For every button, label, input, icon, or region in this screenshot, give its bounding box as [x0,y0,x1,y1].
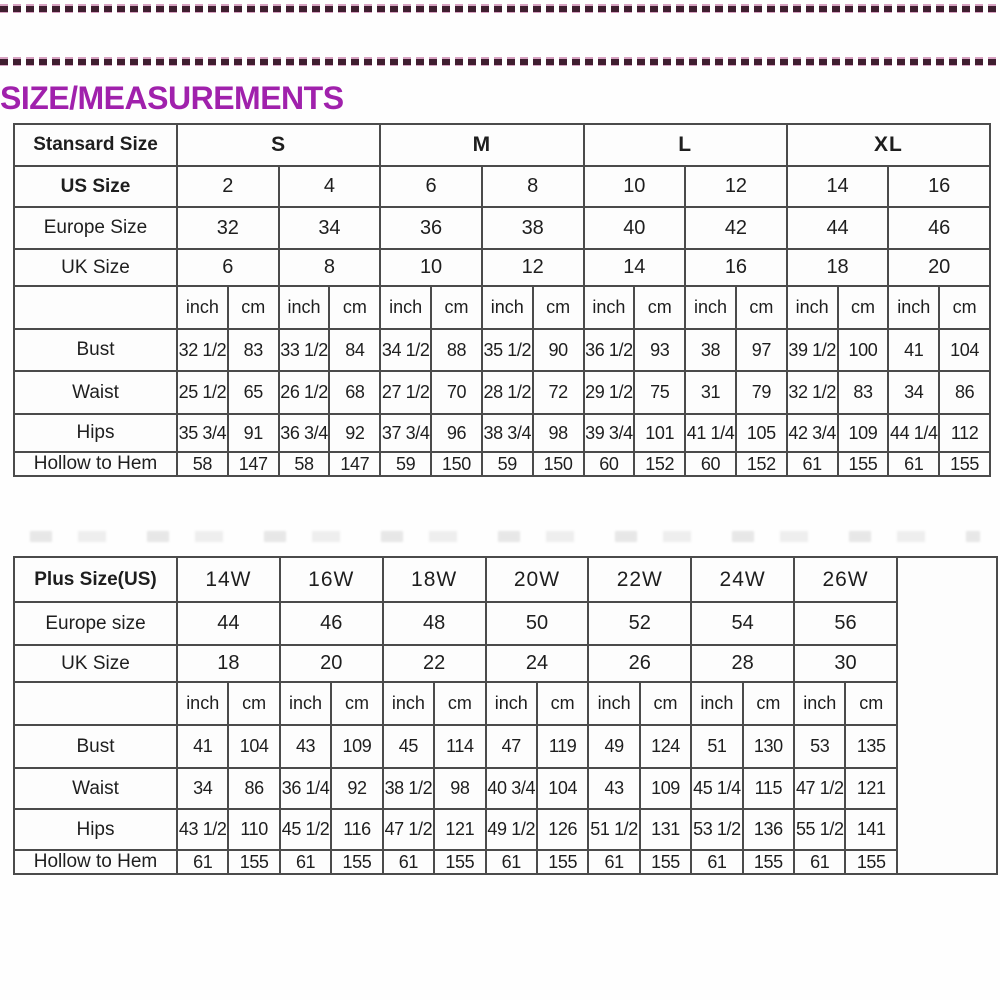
unit-cell: cm [329,286,380,329]
value-cell: 29 1/2 [584,371,635,414]
value-cell: 61 [787,452,838,476]
value-cell: 110 [228,809,279,850]
value-cell: 136 [743,809,794,850]
size-header-cell: 18W [383,557,486,602]
unit-cell: cm [838,286,889,329]
value-cell: 91 [228,414,279,452]
table-row [14,329,990,371]
value-cell: 30 [794,645,897,682]
value-cell: 59 [380,452,431,476]
size-header-cell: S [177,124,380,166]
value-cell: 46 [280,602,383,645]
value-cell: 104 [939,329,990,371]
unit-cell: cm [228,286,279,329]
value-cell: 65 [228,371,279,414]
value-cell: 34 1/2 [380,329,431,371]
value-cell: 101 [634,414,685,452]
row-label: Europe Size [14,207,177,249]
unit-cell: inch [787,286,838,329]
value-cell: 88 [431,329,482,371]
value-cell: 36 1/4 [280,768,331,809]
row-label: Europe size [14,602,177,645]
value-cell: 72 [533,371,584,414]
value-cell: 155 [939,452,990,476]
unit-cell: inch [280,682,331,725]
value-cell: 31 [685,371,736,414]
value-cell: 114 [434,725,485,768]
value-cell: 60 [584,452,635,476]
value-cell: 47 1/2 [383,809,434,850]
value-cell: 155 [743,850,794,874]
value-cell: 155 [640,850,691,874]
size-header-cell: M [380,124,583,166]
value-cell: 27 1/2 [380,371,431,414]
value-cell: 61 [383,850,434,874]
table-row [14,249,990,286]
value-cell: 48 [383,602,486,645]
value-cell: 32 1/2 [177,329,228,371]
value-cell: 22 [383,645,486,682]
unit-cell: cm [533,286,584,329]
value-cell: 98 [434,768,485,809]
value-cell: 109 [838,414,889,452]
value-cell: 10 [380,249,482,286]
value-cell: 41 1/4 [685,414,736,452]
unit-cell: inch [482,286,533,329]
value-cell: 121 [845,768,897,809]
value-cell: 61 [177,850,228,874]
value-cell: 44 [177,602,280,645]
value-cell: 86 [939,371,990,414]
value-cell: 12 [482,249,584,286]
unit-cell: inch [588,682,639,725]
value-cell: 6 [380,166,482,207]
value-cell: 18 [787,249,889,286]
value-cell: 147 [228,452,279,476]
unit-cell: cm [331,682,382,725]
table-row [14,645,997,682]
value-cell: 32 1/2 [787,371,838,414]
value-cell: 124 [640,725,691,768]
value-cell: 121 [434,809,485,850]
value-cell: 39 1/2 [787,329,838,371]
value-cell: 35 3/4 [177,414,228,452]
value-cell: 61 [691,850,742,874]
value-cell: 44 [787,207,889,249]
table-row [14,452,990,476]
unit-cell: cm [743,682,794,725]
row-label: US Size [14,166,177,207]
size-header-cell: 24W [691,557,794,602]
unit-cell: cm [228,682,279,725]
value-cell: 104 [537,768,588,809]
row-label: Hips [14,414,177,452]
unit-cell: inch [584,286,635,329]
value-cell: 97 [736,329,787,371]
value-cell: 90 [533,329,584,371]
value-cell: 150 [533,452,584,476]
value-cell: 61 [588,850,639,874]
value-cell: 155 [537,850,588,874]
unit-cell: inch [383,682,434,725]
dashed-divider-top [0,4,1000,13]
unit-cell: cm [845,682,897,725]
value-cell: 36 [380,207,482,249]
value-cell: 83 [838,371,889,414]
value-cell: 155 [331,850,382,874]
value-cell: 42 3/4 [787,414,838,452]
value-cell: 45 1/4 [691,768,742,809]
value-cell: 14 [584,249,686,286]
value-cell: 46 [888,207,990,249]
value-cell: 152 [736,452,787,476]
value-cell: 25 1/2 [177,371,228,414]
value-cell: 49 1/2 [486,809,537,850]
row-label: Hollow to Hem [14,452,177,476]
value-cell: 79 [736,371,787,414]
row-label: Plus Size(US) [14,557,177,602]
value-cell: 155 [434,850,485,874]
row-label: Hollow to Hem [14,850,177,874]
unit-cell: inch [486,682,537,725]
value-cell: 109 [640,768,691,809]
value-cell: 58 [279,452,330,476]
value-cell: 126 [537,809,588,850]
size-header-cell: 14W [177,557,280,602]
value-cell: 61 [486,850,537,874]
value-cell: 51 1/2 [588,809,639,850]
value-cell: 135 [845,725,897,768]
value-cell: 12 [685,166,787,207]
value-cell: 50 [486,602,589,645]
unit-cell: cm [640,682,691,725]
value-cell: 119 [537,725,588,768]
value-cell: 51 [691,725,742,768]
value-cell: 38 1/2 [383,768,434,809]
value-cell: 61 [794,850,845,874]
row-label: Bust [14,725,177,768]
size-header-cell: 26W [794,557,897,602]
value-cell: 36 3/4 [279,414,330,452]
value-cell: 43 1/2 [177,809,228,850]
row-label: UK Size [14,249,177,286]
value-cell: 60 [685,452,736,476]
value-cell: 8 [279,249,381,286]
unit-cell: inch [177,286,228,329]
value-cell: 8 [482,166,584,207]
value-cell: 59 [482,452,533,476]
value-cell: 155 [838,452,889,476]
value-cell: 41 [888,329,939,371]
table-row [14,414,990,452]
value-cell: 75 [634,371,685,414]
table-row [14,371,990,414]
unit-cell: cm [431,286,482,329]
value-cell: 105 [736,414,787,452]
value-cell: 10 [584,166,686,207]
table-row [14,850,997,874]
value-cell: 2 [177,166,279,207]
value-cell: 43 [588,768,639,809]
table-row [14,768,997,809]
row-label [14,286,177,329]
size-header-cell: 16W [280,557,383,602]
value-cell: 155 [845,850,897,874]
row-label: Hips [14,809,177,850]
value-cell: 34 [888,371,939,414]
value-cell: 47 [486,725,537,768]
value-cell: 44 1/4 [888,414,939,452]
unit-cell: cm [434,682,485,725]
page-title: SIZE/MEASUREMENTS [0,80,344,116]
value-cell: 96 [431,414,482,452]
table-row [14,286,990,329]
value-cell: 24 [486,645,589,682]
row-label: UK Size [14,645,177,682]
value-cell: 16 [685,249,787,286]
dashed-divider-below-top [0,57,1000,66]
value-cell: 35 1/2 [482,329,533,371]
value-cell: 38 [685,329,736,371]
value-cell: 36 1/2 [584,329,635,371]
row-label: Waist [14,768,177,809]
value-cell: 115 [743,768,794,809]
value-cell: 93 [634,329,685,371]
unit-cell: inch [685,286,736,329]
value-cell: 28 [691,645,794,682]
table-row [14,602,997,645]
value-cell: 41 [177,725,228,768]
value-cell: 92 [331,768,382,809]
value-cell: 68 [329,371,380,414]
value-cell: 26 1/2 [279,371,330,414]
value-cell: 20 [888,249,990,286]
table-row [14,207,990,249]
value-cell: 47 1/2 [794,768,845,809]
value-cell: 83 [228,329,279,371]
value-cell: 53 1/2 [691,809,742,850]
unit-cell: cm [939,286,990,329]
unit-cell: inch [380,286,431,329]
value-cell: 109 [331,725,382,768]
unit-cell: cm [537,682,588,725]
value-cell: 141 [845,809,897,850]
value-cell: 152 [634,452,685,476]
value-cell: 37 3/4 [380,414,431,452]
value-cell: 4 [279,166,381,207]
unit-cell: cm [634,286,685,329]
value-cell: 38 [482,207,584,249]
plus-size-table [13,556,998,875]
table-row [14,557,997,602]
unit-cell: inch [794,682,845,725]
size-header-cell: 20W [486,557,589,602]
value-cell: 28 1/2 [482,371,533,414]
cropped-text-artifact [30,531,980,542]
table-row [14,124,990,166]
table-row [14,725,997,768]
value-cell: 18 [177,645,280,682]
value-cell: 70 [431,371,482,414]
value-cell: 104 [228,725,279,768]
value-cell: 147 [329,452,380,476]
unit-cell: inch [177,682,228,725]
value-cell: 98 [533,414,584,452]
value-cell: 26 [588,645,691,682]
value-cell: 116 [331,809,382,850]
row-label: Waist [14,371,177,414]
unit-cell: inch [691,682,742,725]
value-cell: 131 [640,809,691,850]
value-cell: 61 [280,850,331,874]
value-cell: 155 [228,850,279,874]
value-cell: 53 [794,725,845,768]
value-cell: 20 [280,645,383,682]
value-cell: 16 [888,166,990,207]
value-cell: 40 [584,207,686,249]
value-cell: 100 [838,329,889,371]
value-cell: 34 [177,768,228,809]
unit-cell: cm [736,286,787,329]
empty-column [897,557,997,874]
row-label: Stansard Size [14,124,177,166]
value-cell: 86 [228,768,279,809]
value-cell: 84 [329,329,380,371]
value-cell: 52 [588,602,691,645]
value-cell: 38 3/4 [482,414,533,452]
table-row [14,809,997,850]
value-cell: 33 1/2 [279,329,330,371]
unit-cell: inch [279,286,330,329]
value-cell: 43 [280,725,331,768]
value-cell: 55 1/2 [794,809,845,850]
table-row [14,682,997,725]
value-cell: 40 3/4 [486,768,537,809]
value-cell: 45 1/2 [280,809,331,850]
value-cell: 112 [939,414,990,452]
value-cell: 45 [383,725,434,768]
value-cell: 92 [329,414,380,452]
value-cell: 42 [685,207,787,249]
size-header-cell: L [584,124,787,166]
size-header-cell: XL [787,124,990,166]
value-cell: 56 [794,602,897,645]
row-label [14,682,177,725]
row-label: Bust [14,329,177,371]
value-cell: 58 [177,452,228,476]
size-header-cell: 22W [588,557,691,602]
value-cell: 34 [279,207,381,249]
value-cell: 54 [691,602,794,645]
value-cell: 6 [177,249,279,286]
value-cell: 49 [588,725,639,768]
value-cell: 14 [787,166,889,207]
standard-size-table [13,123,991,477]
value-cell: 150 [431,452,482,476]
unit-cell: inch [888,286,939,329]
table-row [14,166,990,207]
value-cell: 61 [888,452,939,476]
value-cell: 32 [177,207,279,249]
value-cell: 39 3/4 [584,414,635,452]
value-cell: 130 [743,725,794,768]
